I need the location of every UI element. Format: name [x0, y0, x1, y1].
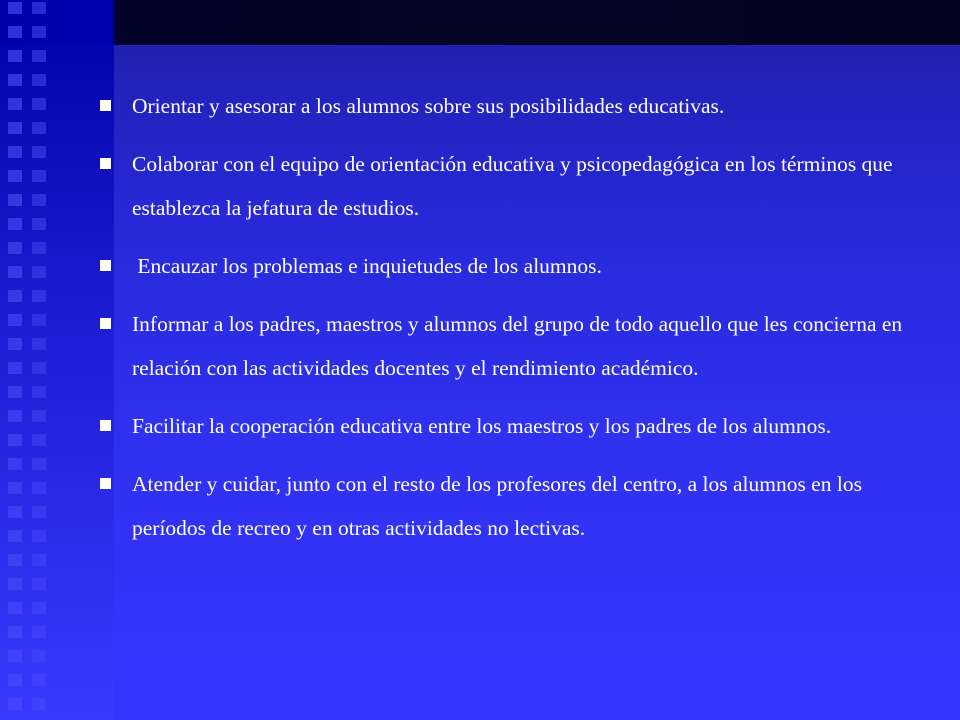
decorative-square [8, 218, 22, 230]
decorative-square [8, 242, 22, 254]
decorative-square [32, 218, 46, 230]
list-item [98, 404, 918, 448]
decorative-square [32, 458, 46, 470]
decorative-square [8, 674, 22, 686]
decorative-square [32, 386, 46, 398]
decorative-square [32, 626, 46, 638]
decorative-square [32, 290, 46, 302]
square-bullet-icon [100, 318, 111, 329]
decorative-square [8, 650, 22, 662]
decorative-square [32, 410, 46, 422]
decorative-square [8, 530, 22, 542]
decorative-square [8, 338, 22, 350]
decorative-square [32, 578, 46, 590]
decorative-square [8, 506, 22, 518]
decorative-square [8, 146, 22, 158]
decorative-square [32, 146, 46, 158]
decorative-square [8, 98, 22, 110]
decorative-square [8, 578, 22, 590]
decorative-square [32, 602, 46, 614]
square-bullet-icon [100, 478, 111, 489]
list-item [98, 462, 918, 550]
decorative-square [32, 74, 46, 86]
decorative-square [8, 266, 22, 278]
decorative-square [8, 122, 22, 134]
decorative-square [32, 98, 46, 110]
list-item [98, 142, 918, 230]
decorative-square [32, 242, 46, 254]
decorative-square [32, 170, 46, 182]
decorative-square [32, 674, 46, 686]
decorative-square [32, 26, 46, 38]
decorative-square [8, 434, 22, 446]
square-bullet-icon [100, 158, 111, 169]
decorative-square [32, 362, 46, 374]
list-item-text: Colaborar con el equipo de orientación educativa y psicopedagógica en los términos que establezca la jefatura de estudios. [132, 152, 893, 220]
list-item [98, 302, 918, 390]
decorative-square [32, 314, 46, 326]
square-bullet-icon [100, 420, 111, 431]
decorative-square [32, 50, 46, 62]
list-item-text: Informar a los padres, maestros y alumnos del grupo de todo aquello que les concierna en relación con las actividades docentes y el rendimiento académico. [132, 312, 903, 380]
decorative-square [8, 50, 22, 62]
list-item-text: Orientar y asesorar a los alumnos sobre sus posibilidades educativas. [132, 94, 725, 118]
decorative-square [8, 386, 22, 398]
decorative-square [32, 698, 46, 710]
top-decorative-band [0, 0, 960, 45]
decorative-square [32, 194, 46, 206]
decorative-square [32, 266, 46, 278]
decorative-square [32, 482, 46, 494]
decorative-square [8, 410, 22, 422]
decorative-square [8, 290, 22, 302]
square-bullet-icon [100, 100, 111, 111]
decorative-square [32, 554, 46, 566]
list-item [98, 244, 918, 288]
decorative-square [8, 626, 22, 638]
decorative-squares-column [8, 0, 22, 720]
list-item-text: Atender y cuidar, junto con el resto de los profesores del centro, a los alumnos en los períodos de recreo y en otras actividades no lectivas. [132, 472, 862, 540]
decorative-square [8, 554, 22, 566]
decorative-square [8, 170, 22, 182]
decorative-square [8, 2, 22, 14]
bullet-list [98, 84, 918, 564]
decorative-square [8, 314, 22, 326]
decorative-square [8, 482, 22, 494]
decorative-square [8, 26, 22, 38]
decorative-square [8, 698, 22, 710]
decorative-square [32, 650, 46, 662]
list-item [98, 84, 918, 128]
decorative-square [32, 2, 46, 14]
decorative-square [8, 194, 22, 206]
decorative-square [8, 362, 22, 374]
square-bullet-icon [100, 260, 111, 271]
decorative-square [32, 122, 46, 134]
list-item-text: Facilitar la cooperación educativa entre los maestros y los padres de los alumnos. [132, 414, 832, 438]
decorative-square [8, 458, 22, 470]
decorative-square [32, 530, 46, 542]
decorative-square [32, 338, 46, 350]
decorative-square [8, 602, 22, 614]
decorative-squares-column [32, 0, 46, 720]
list-item-text: Encauzar los problemas e inquietudes de los alumnos. [132, 254, 602, 278]
decorative-square [8, 74, 22, 86]
decorative-square [32, 506, 46, 518]
decorative-square [32, 434, 46, 446]
